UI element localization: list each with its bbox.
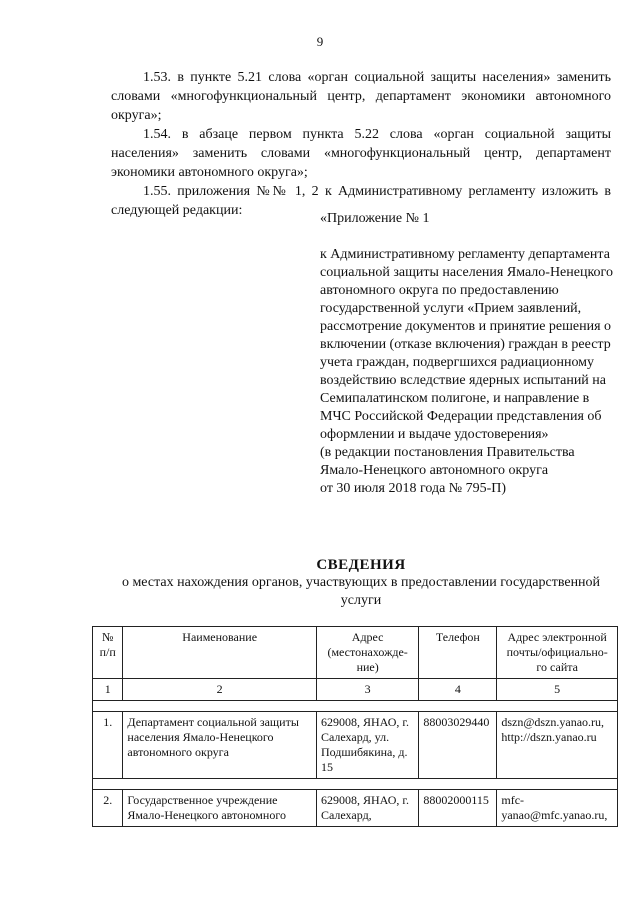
table-spacer: [93, 701, 618, 712]
table-row: [93, 712, 618, 779]
section-subtitle: о местах нахождения органов, участвующих в предоставлении государственной услуги: [121, 575, 601, 608]
column-number: 2: [123, 679, 317, 701]
column-number: 1: [93, 679, 123, 701]
appendix-block: [320, 210, 615, 498]
paragraph-1-55: 1.55. приложения №№ 1, 2 к Административному регламенту изложить в следующей редакции:: [111, 184, 611, 218]
column-number: 5: [497, 679, 618, 701]
table-row: [93, 790, 618, 827]
appendix-edition-line-1: (в редакции постановления Правительства: [320, 445, 575, 460]
row-name: Департамент социальной защиты населения Ямало-Ненецкого автономного округа: [123, 712, 317, 779]
section-title: СВЕДЕНИЯ: [316, 557, 406, 573]
col-address-header: Адрес (местонахожде-ние): [316, 627, 418, 679]
column-number-row: [93, 679, 618, 701]
appendix-text: к Административному регламенту департамента социальной защиты населения Ямало-Ненецкого автономного округа по предоставлению государственной услуги «Прием заявлений, рассмотрение документов и принятие решения о включении (отказе включения) граждан в реестр учета граждан, подвергшихся радиационному воздействию вследствие ядерных испытаний на Семипалатинском полигоне, и направление в МЧС Российской Федерации представления об оформлении и выдаче удостоверения»: [320, 247, 613, 442]
organizations-table: [92, 626, 618, 827]
section-heading: [111, 557, 611, 610]
row-phone: 88002000115: [419, 790, 497, 827]
row-number: 2.: [93, 790, 123, 827]
row-address: 629008, ЯНАО, г. Салехард,: [316, 790, 418, 827]
table-spacer: [93, 779, 618, 790]
appendix-edition-line-2: Ямало-Ненецкого автономного округа: [320, 463, 549, 478]
col-email-header: Адрес электронной почты/официально-го сайта: [497, 627, 618, 679]
appendix-title: «Приложение № 1: [320, 211, 430, 226]
appendix-edition-line-3: от 30 июля 2018 года № 795-П): [320, 481, 507, 496]
row-address: 629008, ЯНАО, г. Салехард, ул. Подшибякина, д. 15: [316, 712, 418, 779]
table-header-row: [93, 627, 618, 679]
row-number: 1.: [93, 712, 123, 779]
row-name: Государственное учреждение Ямало-Ненецкого автономного: [123, 790, 317, 827]
row-email: dszn@dszn.yanao.ru, http://dszn.yanao.ru: [497, 712, 618, 779]
row-phone: 88003029440: [419, 712, 497, 779]
col-name-header: Наименование: [123, 627, 317, 679]
page-number: 9: [316, 34, 324, 49]
paragraph-1-53: 1.53. в пункте 5.21 слова «орган социальной защиты населения» заменить словами «многофункциональный центр, департамент экономики автономного округа»;: [111, 70, 611, 123]
amendment-text: [111, 68, 611, 220]
row-email: mfc-yanao@mfc.yanao.ru,: [497, 790, 618, 827]
col-number-header: № п/п: [93, 627, 123, 679]
paragraph-1-54: 1.54. в абзаце первом пункта 5.22 слова «орган социальной защиты населения» заменить словами «многофункциональный центр, департамент экономики автономного округа»;: [111, 127, 611, 180]
column-number: 3: [316, 679, 418, 701]
column-number: 4: [419, 679, 497, 701]
col-phone-header: Телефон: [419, 627, 497, 679]
